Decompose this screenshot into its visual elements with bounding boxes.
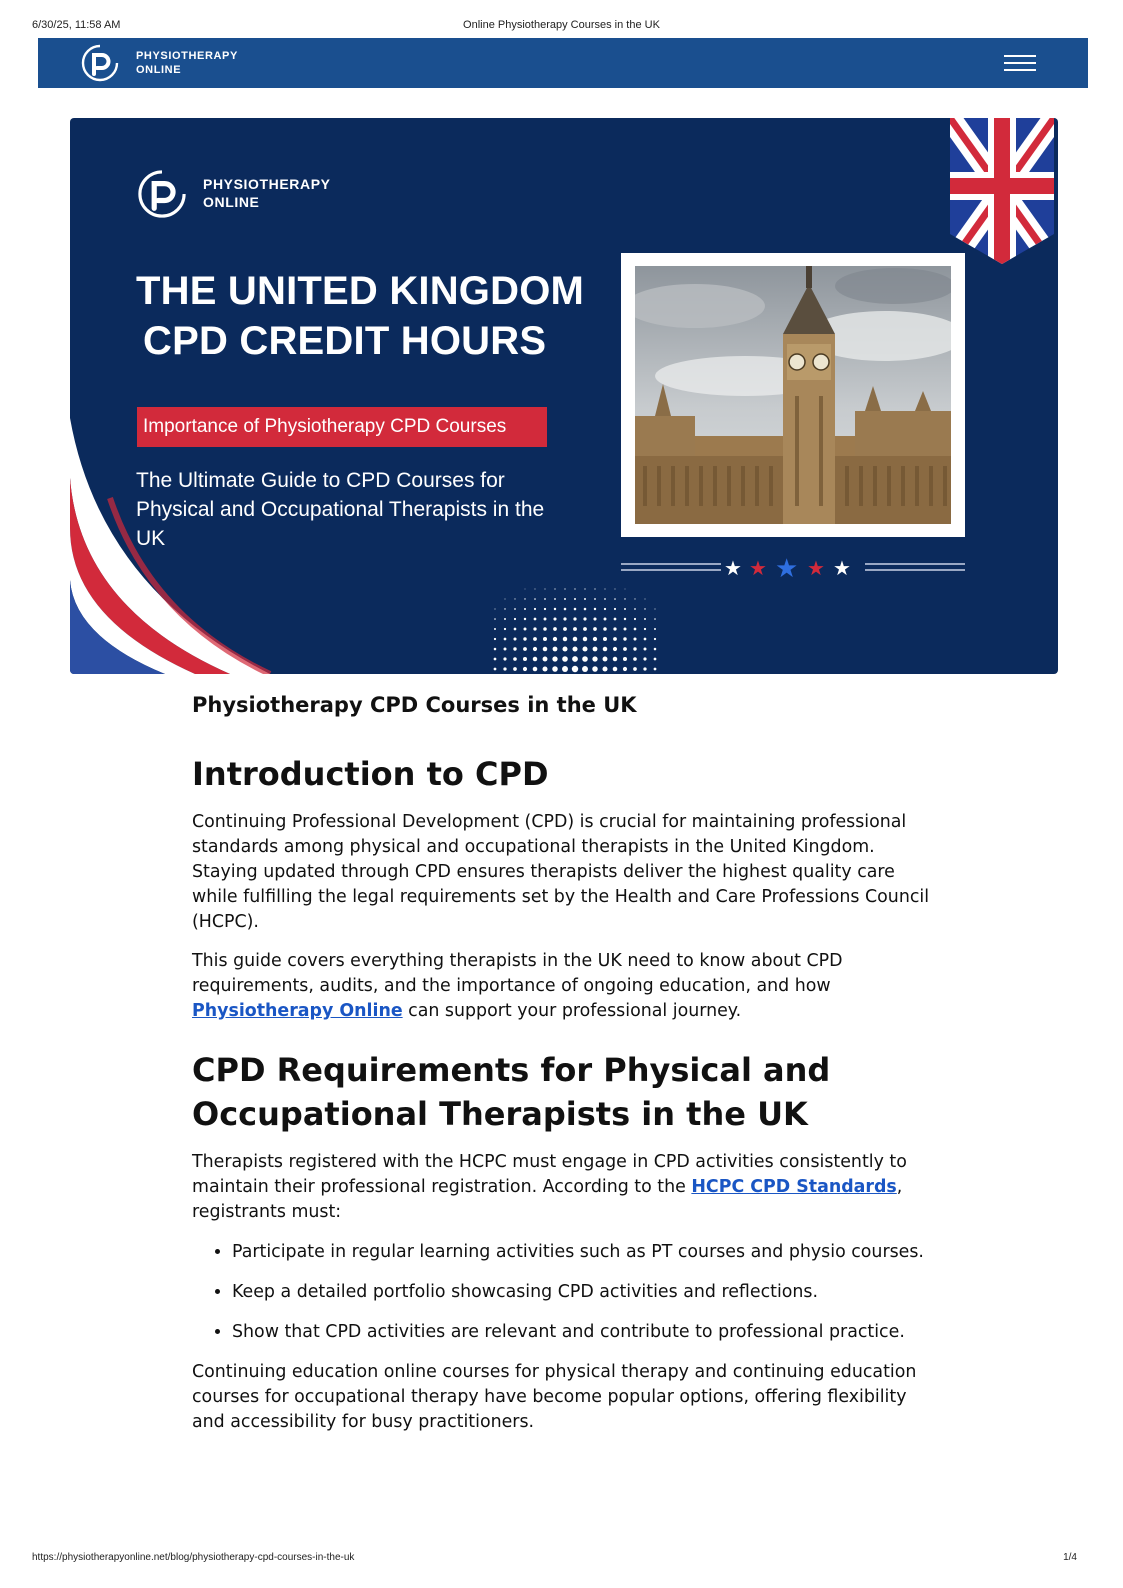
halftone-dot: [582, 646, 587, 651]
halftone-dot: [563, 617, 566, 620]
halftone-dot: [573, 637, 577, 641]
halftone-dot: [624, 618, 626, 620]
halftone-dot: [534, 618, 537, 621]
menu-bar-icon: [1004, 62, 1036, 64]
requirements-list: [192, 1240, 932, 1345]
halftone-dot: [592, 656, 597, 661]
halftone-dot: [533, 667, 538, 672]
halftone-dot: [613, 637, 617, 641]
section-title-introduction: Introduction to CPD: [192, 755, 549, 793]
halftone-dot: [513, 647, 516, 650]
brand-name-line1: PHYSIOTHERAPY: [136, 50, 238, 62]
halftone-dot: [494, 618, 496, 620]
halftone-dot: [633, 667, 637, 671]
halftone-dot: [624, 628, 627, 631]
list-item: • Participate in regular learning activities such as PT courses and physio courses.: [232, 1240, 932, 1265]
halftone-dot: [633, 657, 637, 661]
halftone-dot: [654, 608, 655, 609]
halftone-dot: [604, 598, 606, 600]
halftone-dot: [593, 617, 596, 620]
svg-text:★: ★: [775, 554, 799, 580]
print-page-title: Online Physiotherapy Courses in the UK: [463, 19, 660, 31]
halftone-dot: [513, 637, 516, 640]
halftone-dot: [514, 598, 515, 599]
halftone-dot: [593, 647, 598, 652]
stars-divider: [621, 554, 965, 580]
halftone-dot: [644, 608, 645, 609]
halftone-dot: [552, 666, 558, 672]
halftone-dot: [553, 617, 556, 620]
halftone-dot: [542, 666, 547, 671]
hero-banner: [70, 118, 1058, 674]
halftone-dot: [634, 628, 637, 631]
halftone-dot: [544, 608, 546, 610]
halftone-dot: [582, 666, 588, 672]
requirements-text-before: Therapists registered with the HCPC must engage in CPD activities consistently to maintain their professional registration. According to the: [192, 1152, 907, 1197]
svg-text:★: ★: [833, 556, 851, 580]
halftone-dot: [604, 608, 606, 610]
halftone-dot: [563, 637, 567, 641]
halftone-dot: [504, 648, 507, 651]
halftone-dot: [583, 637, 587, 641]
halftone-dot: [523, 667, 527, 671]
print-datetime: 6/30/25, 11:58 AM: [32, 19, 121, 31]
halftone-dot: [535, 589, 536, 590]
hero-brand-line1: PHYSIOTHERAPY: [203, 176, 331, 192]
halftone-dot: [544, 618, 547, 621]
halftone-dot: [583, 617, 586, 620]
guide-paragraph-text-before: This guide covers everything therapists in the UK need to know about CPD requirements, audits, and the importance of ongoing education, and how: [192, 951, 843, 996]
halftone-dot: [524, 608, 526, 610]
halftone-dot: [604, 588, 605, 589]
halftone-dot: [572, 646, 577, 651]
hero-badge: Importance of Physiotherapy CPD Courses: [137, 407, 547, 447]
halftone-dot: [552, 656, 557, 661]
halftone-dot: [623, 667, 627, 671]
halftone-dot: [623, 647, 627, 651]
halftone-dot: [504, 608, 505, 609]
halftone-dot: [523, 647, 527, 651]
halftone-dot: [572, 666, 578, 672]
halftone-dot: [584, 598, 586, 600]
halftone-dot: [525, 589, 526, 590]
halftone-dot: [572, 656, 578, 662]
halftone-dot: [614, 598, 616, 600]
halftone-dot: [573, 617, 576, 620]
halftone-dot: [494, 658, 497, 661]
halftone-dot: [543, 647, 548, 652]
halftone-dot: [553, 647, 558, 652]
print-page-number: 1/4: [1063, 1552, 1077, 1563]
print-header: [32, 19, 1091, 35]
halftone-dot: [524, 618, 526, 620]
halftone-dot: [523, 657, 527, 661]
halftone-dot: [614, 608, 616, 610]
halftone-dot: [513, 657, 517, 661]
halftone-dot: [573, 627, 577, 631]
halftone-dot: [624, 608, 626, 610]
halftone-dot: [543, 637, 547, 641]
halftone-dot: [534, 608, 536, 610]
halftone-dot: [533, 647, 537, 651]
halftone-dot: [514, 628, 517, 631]
halftone-dot: [494, 638, 496, 640]
halftone-dot: [594, 608, 596, 610]
halftone-dot: [624, 598, 625, 599]
halftone-dot: [625, 589, 626, 590]
halftone-dot: [644, 618, 646, 620]
halftone-dot: [593, 637, 597, 641]
halftone-dot: [494, 608, 495, 609]
hero-brand-line2: ONLINE: [203, 194, 260, 210]
halftone-dot: [633, 637, 636, 640]
halftone-dot: [534, 598, 536, 600]
halftone-dot: [543, 657, 548, 662]
continuing-education-paragraph: Continuing education online courses for physical therapy and continuing education courses for occupational therapy have become popular options, offering flexibility and accessibility for busy practitioners.: [192, 1362, 917, 1432]
halftone-dot: [533, 627, 536, 630]
requirements-paragraph: [192, 1150, 932, 1225]
halftone-dot: [634, 618, 636, 620]
halftone-dot: [602, 666, 607, 671]
halftone-dot: [654, 628, 656, 630]
article-content: [192, 690, 932, 1435]
halftone-dot: [494, 628, 496, 630]
halftone-dot: [613, 647, 617, 651]
halftone-dot: [494, 648, 497, 651]
halftone-dot: [562, 646, 567, 651]
halftone-dot: [563, 627, 567, 631]
halftone-dot: [524, 628, 527, 631]
requirements-text-after: , registrants must:: [192, 1177, 903, 1222]
hero-logo-icon: [136, 168, 188, 220]
halftone-dot: [593, 627, 597, 631]
site-navbar: [38, 38, 1088, 88]
halftone-dot: [494, 668, 497, 671]
halftone-dot: [524, 598, 525, 599]
halftone-dot: [543, 627, 547, 631]
menu-bar-icon: [1004, 55, 1036, 57]
section-title-cpd-requirements: CPD Requirements for Physical and Occupational Therapists in the UK: [192, 1051, 831, 1133]
halftone-dot: [644, 648, 647, 651]
halftone-dot: [554, 588, 555, 589]
halftone-dot: [574, 608, 577, 611]
halftone-dot: [583, 627, 587, 631]
halftone-dot: [503, 657, 506, 660]
halftone-dot: [644, 638, 647, 641]
halftone-dot: [603, 647, 608, 652]
brand-logo-icon[interactable]: [80, 43, 120, 83]
halftone-dot: [654, 668, 657, 671]
big-ben-photo: [635, 266, 951, 524]
halftone-dot: [504, 628, 506, 630]
halftone-dot: [643, 667, 646, 670]
halftone-dot: [634, 608, 636, 610]
halftone-dot: [643, 657, 646, 660]
halftone-dot: [654, 638, 656, 640]
halftone-dot: [584, 588, 585, 589]
halftone-dot: [504, 638, 507, 641]
halftone-dot: [594, 588, 595, 589]
svg-text:★: ★: [749, 556, 767, 580]
halftone-dot: [503, 667, 506, 670]
print-url: https://physiotherapyonline.net/blog/physiotherapy-cpd-courses-in-the-uk: [32, 1552, 355, 1563]
union-jack-flag-icon: [950, 118, 1054, 264]
hero-title-line2: CPD CREDIT HOURS: [143, 319, 547, 363]
svg-text:★: ★: [724, 556, 742, 580]
halftone-dot: [533, 637, 537, 641]
physiotherapy-online-link[interactable]: Physiotherapy Online: [192, 1001, 403, 1021]
halftone-dot: [634, 598, 635, 599]
halftone-dot: [553, 627, 557, 631]
halftone-dot: [562, 656, 568, 662]
halftone-dot: [554, 608, 556, 610]
intro-paragraph: Continuing Professional Development (CPD) is crucial for maintaining professional standards among physical and occupational therapists in the United Kingdom. Staying updated through CPD ensures therapists deliver the highest quality care while fulfilling the legal requirements set by the Health and Care Professions Council (HCPC).: [192, 812, 930, 932]
halftone-dot: [644, 628, 646, 630]
halftone-dot: [554, 598, 556, 600]
hero-title: [136, 266, 584, 366]
halftone-dot: [623, 637, 626, 640]
halftone-dot: [533, 657, 537, 661]
halftone-dot: [645, 599, 646, 600]
halftone-dot: [544, 588, 545, 589]
guide-paragraph: [192, 949, 932, 1024]
list-item: • Show that CPD activities are relevant and contribute to professional practice.: [232, 1320, 932, 1345]
hamburger-menu-button[interactable]: [1004, 51, 1036, 75]
list-item: • Keep a detailed portfolio showcasing CPD activities and reflections.: [232, 1280, 932, 1305]
halftone-dot: [564, 608, 567, 611]
halftone-dot: [654, 648, 657, 651]
hero-title-line1: THE UNITED KINGDOM: [136, 269, 585, 313]
halftone-dot: [584, 608, 587, 611]
big-ben-photo-frame: [621, 253, 965, 537]
halftone-dot: [603, 627, 607, 631]
halftone-dot: [614, 618, 617, 621]
dot-pattern-decoration: [490, 573, 660, 674]
halftone-dot: [574, 598, 576, 600]
hero-subtitle: The Ultimate Guide to CPD Courses for Physical and Occupational Therapists in the UK: [136, 469, 545, 550]
guide-paragraph-text-after: can support your professional journey.: [402, 1001, 742, 1021]
halftone-dot: [574, 588, 575, 589]
halftone-dot: [523, 637, 526, 640]
halftone-dot: [564, 598, 566, 600]
brand-name-line2: ONLINE: [136, 64, 182, 76]
halftone-dot: [553, 637, 557, 641]
halftone-dot: [604, 618, 607, 621]
halftone-dot: [613, 627, 616, 630]
halftone-dot: [654, 658, 657, 661]
menu-bar-icon: [1004, 69, 1036, 71]
halftone-dot: [514, 618, 516, 620]
halftone-dot: [582, 656, 588, 662]
halftone-dot: [603, 637, 607, 641]
halftone-dot: [505, 599, 506, 600]
halftone-dot: [504, 618, 506, 620]
halftone-dot: [562, 666, 568, 672]
halftone-dot: [654, 618, 656, 620]
halftone-dot: [594, 598, 596, 600]
halftone-dot: [615, 589, 616, 590]
halftone-dot: [592, 666, 598, 672]
hcpc-cpd-standards-link[interactable]: HCPC CPD Standards: [691, 1177, 897, 1197]
halftone-dot: [564, 588, 565, 589]
halftone-dot: [603, 657, 608, 662]
halftone-dot: [623, 657, 627, 661]
article-subtitle: Physiotherapy CPD Courses in the UK: [192, 693, 637, 717]
halftone-dot: [513, 667, 517, 671]
halftone-dot: [633, 647, 636, 650]
brand-name[interactable]: [136, 49, 238, 77]
svg-text:★: ★: [807, 556, 825, 580]
halftone-dot: [544, 598, 546, 600]
halftone-dot: [514, 608, 516, 610]
halftone-dot: [613, 667, 618, 672]
halftone-dot: [613, 657, 617, 661]
hero-brand-name: [203, 175, 331, 211]
